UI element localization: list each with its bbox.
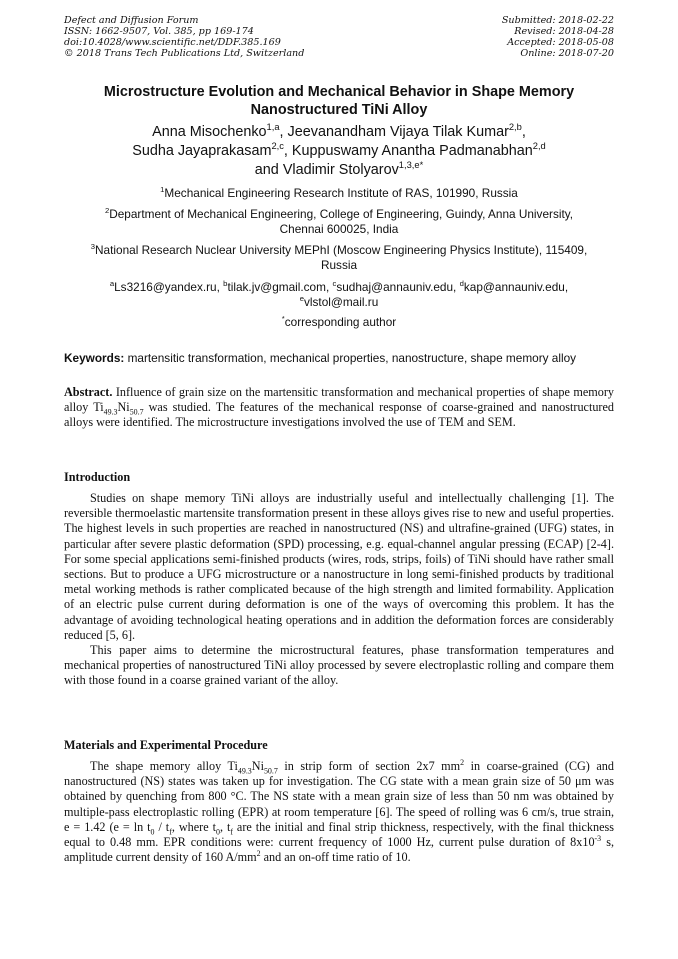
dates-header — [502, 15, 614, 59]
journal-copyright: © 2018 Trans Tech Publications Ltd, Switzerland — [64, 48, 305, 59]
journal-header — [64, 15, 304, 59]
abstract: Abstract. Influence of grain size on the martensitic transformation and mechanical properties of shape memory alloy $Ti_{49.3}Ni_{50.7}$ was studied. The features of the mechanical response of coarse-grained and nanostructured alloys were identified. The microstructure investigations involved the use of TEM and SEM. — [64, 385, 614, 430]
journal-doi: doi:10.4028/www.scientific.net/DDF.385.169 — [64, 37, 281, 48]
author-sup: 2,b — [508, 122, 522, 133]
title-line-1: Microstructure Evolution and Mechanical Behavior in Shape Memory — [103, 84, 575, 100]
email-link[interactable]: kap@annauniv.edu, — [463, 280, 569, 294]
date-submitted: Submitted: 2018-02-22 — [501, 15, 614, 26]
date-revised: Revised: 2018-04-28 — [514, 26, 614, 37]
paragraph: This paper aims to determine the microstructural features, phase transformation temperatures and mechanical properties of nanostructured TiNi alloy processed by severe electroplastic rolling and compare them with those found in a coarse grained variant of the alloy. — [64, 643, 614, 688]
author-sup: 2,c — [271, 141, 284, 152]
journal-issn: ISSN: 1662-9507, Vol. 385, pp 169-174 — [64, 26, 254, 37]
date-online: Online: 2018-07-20 — [520, 48, 614, 59]
affiliation-2 — [64, 207, 614, 237]
paragraph: The shape memory alloy $Ti_{49.3}Ni_{50.7}$ in strip form of section 2x7 $mm^2$ in coarse-grained (CG) and nanostructured (NS) states was taken up for investigation. The CG state with a mean grain size of 50 μm was obtained by quenching from 800 °C. The NS state with a mean grain size of less than 50 nm was obtained by multiple-pass electroplastic rolling (EPR) at room temperature [6]. The speed of rolling was 6 cm/s, true strain, e = 1.42 ($e = \ln t_0 / t_f$, where $t_0$, $t_f$ are the initial and final strip thickness, respectively, with the final thickness equal to 0.48 mm. EPR conditions were: current frequency of 1000 Hz, current pulse duration of $8x10^{-3}$ s, amplitude current density of 160 $A/mm^2$ and an on-off time ratio of 10. — [64, 757, 614, 865]
journal-name: Defect and Diffusion Forum — [64, 15, 199, 26]
email-link[interactable]: Ls3216@yandex.ru, — [114, 280, 220, 294]
email-list: $^a$Ls3216@yandex.ru, $^b$tilak.jv@gmail.com, $^c$sudhaj@annauniv.edu, $^d$kap@annauniv.edu, $^e$vlstol@mail.ru — [109, 279, 569, 309]
author-sup: 1,a — [266, 122, 280, 133]
author-name: Jeevanandham Vijaya Tilak Kumar — [287, 124, 509, 140]
paper-title — [60, 83, 618, 119]
affiliation-text: Mechanical Engineering Research Institute of RAS, 101990, Russia — [164, 186, 518, 200]
author-sup: 1,3,e* — [398, 160, 424, 171]
corresponding-author-note: *corresponding author — [281, 314, 397, 329]
keywords — [64, 351, 614, 366]
keywords-text: martensitic transformation, mechanical properties, nanostructure, shape memory alloy — [124, 351, 577, 365]
author-name: Kuppuswamy Anantha Padmanabhan — [291, 143, 533, 159]
introduction-body — [64, 491, 614, 689]
affiliation-number: 3 — [90, 242, 96, 252]
author-list — [60, 123, 618, 180]
section-heading-introduction: Introduction — [64, 470, 131, 484]
email-link[interactable]: vlstol@mail.ru — [304, 295, 379, 309]
email-link[interactable]: tilak.jv@gmail.com, — [227, 280, 330, 294]
date-accepted: Accepted: 2018-05-08 — [507, 37, 614, 48]
author-name: Anna Misochenko — [152, 124, 267, 140]
affiliation-number: 2 — [104, 206, 110, 216]
authors-line-3 — [60, 161, 618, 180]
paragraph: Studies on shape memory TiNi alloys are industrially useful and intellectually challenging [1]. The reversible thermoelastic martensite transformation present in these alloys gives rise to new and useful properties. The highest levels in such properties are reached in nanostructured (NS) and ultrafine-grained (UFG) states, in particular after severe plastic deformation (SPD) processing, e.g. equal-channel angular pressing (ECAP) [2-4]. For some special applications semi-finished products (wires, rods, strips, foils) of TiNi should have rather small sections. But to produce a UFG microstructure or a nanostructure in long semi-finished products by traditional metal working methods is rather complicated because of the high strength and limited formability. Application of an electric pulse current during deformation is one of the ways of overcoming this problem. It has the advantage of avoiding technological heating operations and in addition the deformation forces are considerably reduced [5, 6]. — [64, 491, 614, 642]
email-link[interactable]: sudhaj@annauniv.edu, — [336, 280, 457, 294]
authors-line-1: Anna Misochenko$^{1,a}$, Jeevanandham Vijaya Tilak Kumar$^{2,b}$, — [152, 122, 526, 140]
affiliation-text: Chennai 600025, India — [279, 222, 399, 236]
author-name: Vladimir Stolyarov — [282, 162, 399, 178]
authors-line-2: Sudha Jayaprakasam$^{2,c}$, Kuppuswamy Anantha Padmanabhan$^{2,d}$ — [132, 141, 546, 159]
affiliation-text: Russia — [320, 258, 358, 272]
materials-body — [64, 759, 614, 865]
affiliation-number: 1 — [160, 185, 165, 195]
author-name: Sudha Jayaprakasam — [132, 143, 272, 159]
affiliation-text: National Research Nuclear University MEPhI (Moscow Engineering Physics Institute), 115409, — [95, 243, 588, 257]
author-sup: 2,d — [532, 141, 546, 152]
keywords-label: Keywords: — [64, 351, 125, 365]
abstract-label: Abstract. — [64, 385, 113, 399]
section-heading-materials: Materials and Experimental Procedure — [64, 738, 268, 752]
affiliation-1 — [64, 186, 614, 201]
affiliation-text: Department of Mechanical Engineering, College of Engineering, Guindy, Anna University, — [109, 207, 574, 221]
author-conjunction: and — [254, 162, 279, 178]
title-line-2: Nanostructured TiNi Alloy — [250, 102, 428, 118]
affiliation-3 — [64, 243, 614, 273]
